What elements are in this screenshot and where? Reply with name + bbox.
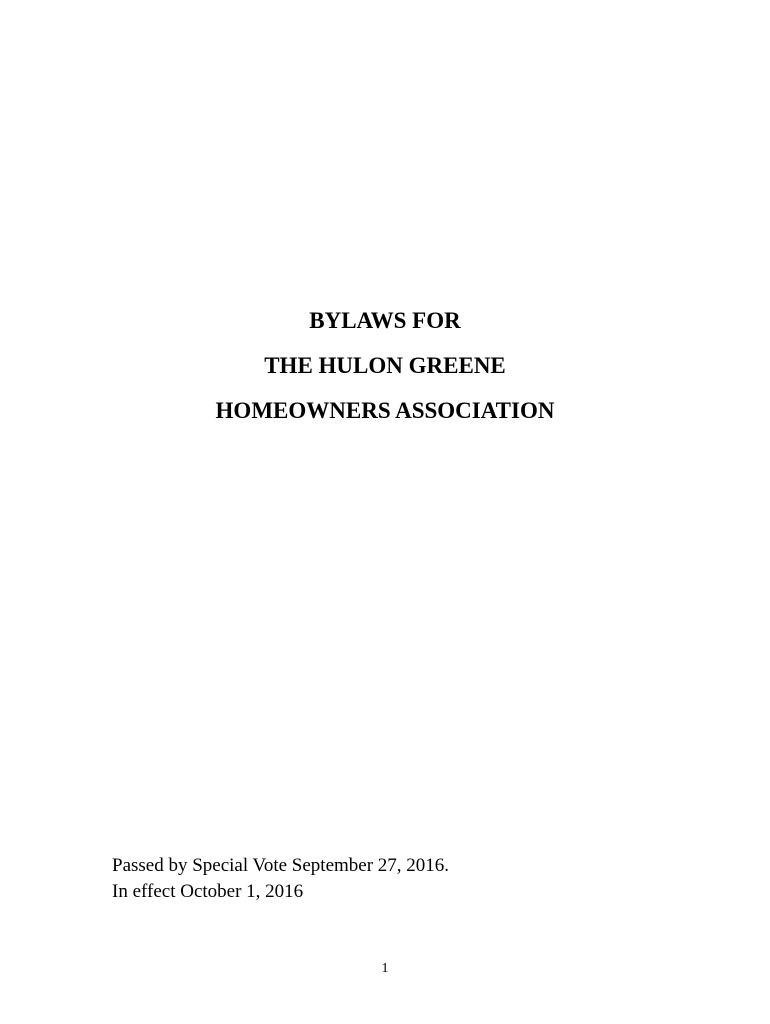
passage-notes — [112, 853, 449, 905]
page-number: 1 — [381, 961, 389, 976]
effective-note: In effect October 1, 2016 — [112, 881, 304, 902]
title-line-3: HOMEOWNERS ASSOCIATION — [215, 398, 555, 423]
document-title — [0, 298, 770, 433]
passed-note: Passed by Special Vote September 27, 2016. — [112, 855, 450, 876]
title-line-1: BYLAWS FOR — [309, 308, 461, 333]
title-line-2: THE HULON GREENE — [264, 353, 506, 378]
